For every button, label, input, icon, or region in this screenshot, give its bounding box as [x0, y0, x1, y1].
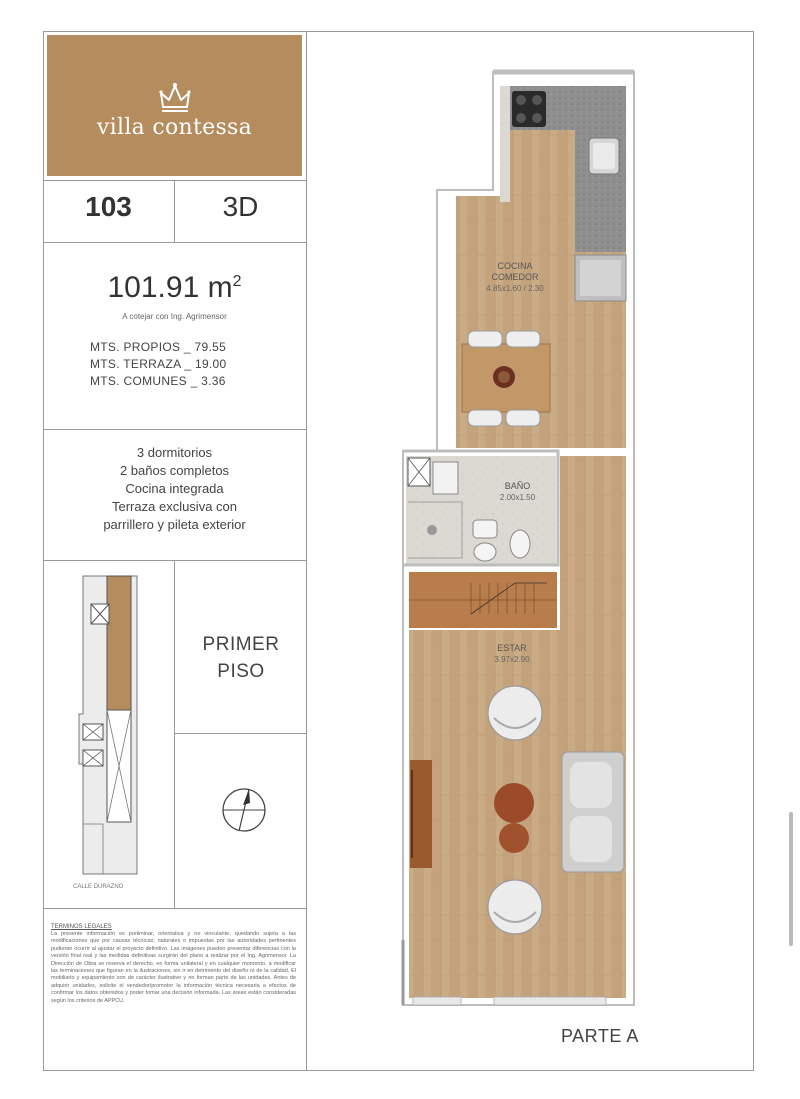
bath-label: BAÑO 2.00x1.50	[499, 481, 536, 502]
info-panel	[43, 31, 306, 1071]
mts-terraza: MTS. TERRAZA _ 19.00	[90, 357, 227, 371]
area-note: A cotejar con Ing. Agrimensor	[122, 312, 227, 321]
street-label: CALLE DURAZNO	[73, 884, 124, 890]
brand-name: villa contessa	[96, 115, 253, 140]
mts-propios: MTS. PROPIOS _ 79.55	[90, 340, 227, 354]
feature-item: 3 dormitorios	[136, 445, 213, 460]
feature-item: 2 baños completos	[119, 463, 230, 478]
feature-item: parrillero y pileta exterior	[103, 517, 246, 532]
feature-item: Cocina integrada	[125, 481, 224, 496]
unit-type: 3D	[222, 191, 259, 222]
features-list	[43, 444, 306, 534]
total-area: 101.91 $m^2$	[107, 271, 242, 304]
brand-block	[47, 35, 302, 176]
north-compass-icon	[219, 785, 269, 835]
living-label: ESTAR 3.97x2.90	[494, 643, 530, 664]
area-breakdown	[90, 339, 227, 390]
floor-plan	[380, 68, 650, 1018]
floor-label: PRIMER PISO	[202, 634, 280, 682]
scrollbar[interactable]	[789, 812, 793, 946]
legal-text: La presente información es preliminar, orientativa y no vinculante, quedando sujeta a las modificaciones que por causas técnicas, naturales o impuestas por las autoridades pertinentes pudieran ocurrir al ajustar el proyecto definitivo. Las imágenes pueden presentar diferencias con la versión final real y las medidas definitivas surgirán del plano a realizar por el Ing. Agrimensor. La Dirección de Obra se reserva el derecho, en forma unilateral y en cualquier momento, a modificar las terminaciones que figuran en la ilustraciones, sin ir en detrimento del diseño ni de la calidad. El mobiliario y equipamiento son de carácter ilustrativo y no forman parte de las unidades. Antes de adquirir unidades, solicite el vendedor/promotor la información técnica necesaria a efectos de confirmar los datos obtenidos y poder tomar una decisión informada. Las áreas están consideradas según los criterios de APPCU.	[51, 931, 296, 1004]
kitchen-label: COCINA COMEDOR 4.85x1.60 / 2.30	[486, 261, 544, 293]
mts-comunes: MTS. COMUNES _ 3.36	[90, 374, 226, 388]
site-plan-thumbnail	[77, 574, 141, 876]
part-label: PARTE A	[561, 1026, 639, 1046]
crown-icon	[158, 81, 192, 115]
legal-title: TERMINOS LEGALES	[51, 924, 112, 930]
feature-item: Terraza exclusiva con	[112, 499, 237, 514]
unit-number: 103	[85, 191, 132, 222]
